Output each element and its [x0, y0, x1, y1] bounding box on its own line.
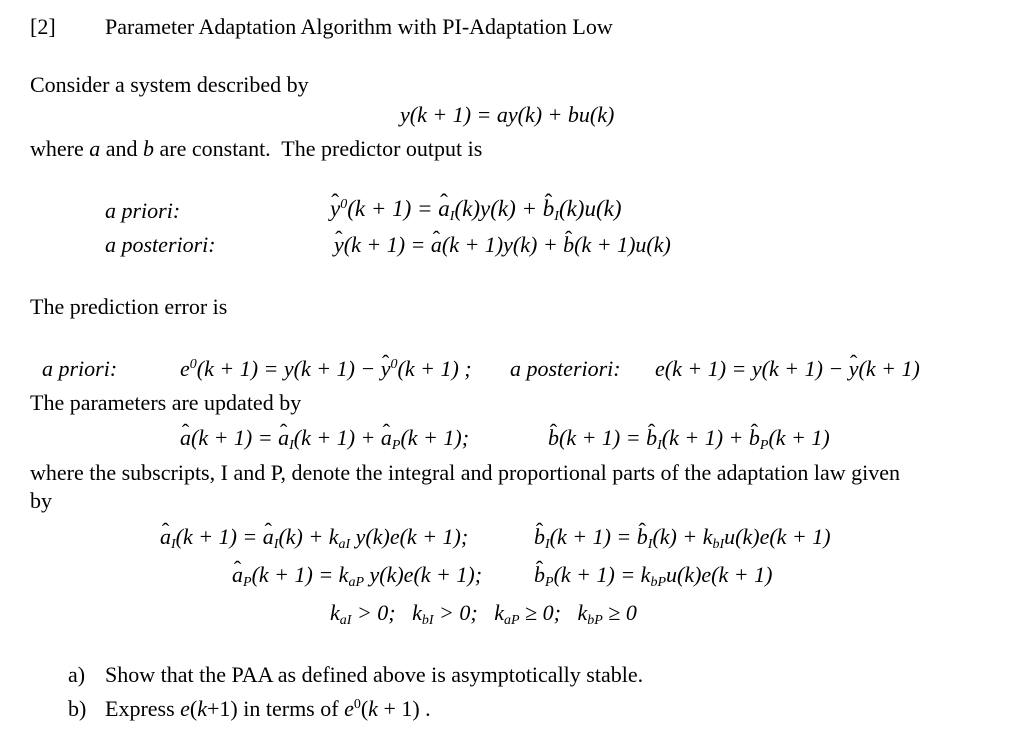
problem-number: [2] [30, 14, 56, 39]
where-subscripts-text-2: by [30, 488, 52, 513]
update-b-equation: ̂ b(k + 1) = ̂ $b_I(k + 1)$ + ̂ $b_P(k + 1)$ [548, 425, 830, 451]
error-apriori-equation: $e^0(k + 1) = y(k + 1)$ − ̂ $y^0(k + 1)$ ; [180, 356, 472, 382]
error-aposteriori-equation: e(k + 1) = y(k + 1) − ̂ y(k + 1) [655, 356, 920, 382]
error-apriori-label: a priori: [42, 356, 118, 381]
prop-b-equation: ̂ $b_P(k + 1) = k_{bP}u(k)e(k + 1)$ [534, 562, 772, 588]
intro-text: Consider a system described by [30, 72, 309, 97]
question-b-text: Express e(k+1) in terms of $e^0(k + 1)$ . [105, 696, 431, 721]
integral-b-equation: ̂ $b_I(k + 1)$ = ̂ $b_I(k) + k_{bI}u(k)e(k + 1)$ [534, 524, 831, 550]
aposteriori-prediction: ̂ y(k + 1) = ̂ a(k + 1)y(k) + ̂ b(k + 1)u(k) [334, 232, 671, 258]
problem-title: Parameter Adaptation Algorithm with PI-Adaptation Low [105, 14, 613, 39]
question-a-text: Show that the PAA as defined above is asymptotically stable. [105, 662, 644, 687]
gain-constraints: $k_{aI} > 0$; $k_{bI} > 0$; $k_{aP} \ge 0$; $k_{bP} \ge 0$ [330, 600, 637, 628]
system-equation: y(k + 1) = ay(k) + bu(k) [400, 102, 615, 127]
question-b-label: b) [68, 696, 87, 721]
where-ab-text: where a and b are constant. The predictor output is [30, 136, 483, 161]
apriori-label: a priori: [105, 198, 181, 223]
where-subscripts-text-1: where the subscripts, I and P, denote the integral and proportional parts of the adaptation law given [30, 460, 900, 485]
parameters-updated-text: The parameters are updated by [30, 390, 302, 415]
prediction-error-text: The prediction error is [30, 294, 228, 319]
aposteriori-label: a posteriori: [105, 232, 216, 257]
prop-a-equation: ̂ $a_P(k + 1) = k_{aP}$ y(k)e(k + 1); [232, 562, 482, 588]
integral-a-equation: ̂ $a_I(k + 1)$ = ̂ $a_I(k) + k_{aI}$ y(k)e(k + 1); [160, 524, 468, 550]
apriori-prediction: ̂ $y^0(k + 1)$ = ̂ $a_I(k)y(k)$ + ̂ $b_I(k)u(k)$ [330, 196, 622, 222]
question-a-label: a) [68, 662, 86, 687]
error-aposteriori-label: a posteriori: [510, 356, 621, 381]
update-a-equation: ̂ a(k + 1) = ̂ $a_I(k + 1)$ + ̂ $a_P(k + 1)$; [180, 425, 469, 451]
